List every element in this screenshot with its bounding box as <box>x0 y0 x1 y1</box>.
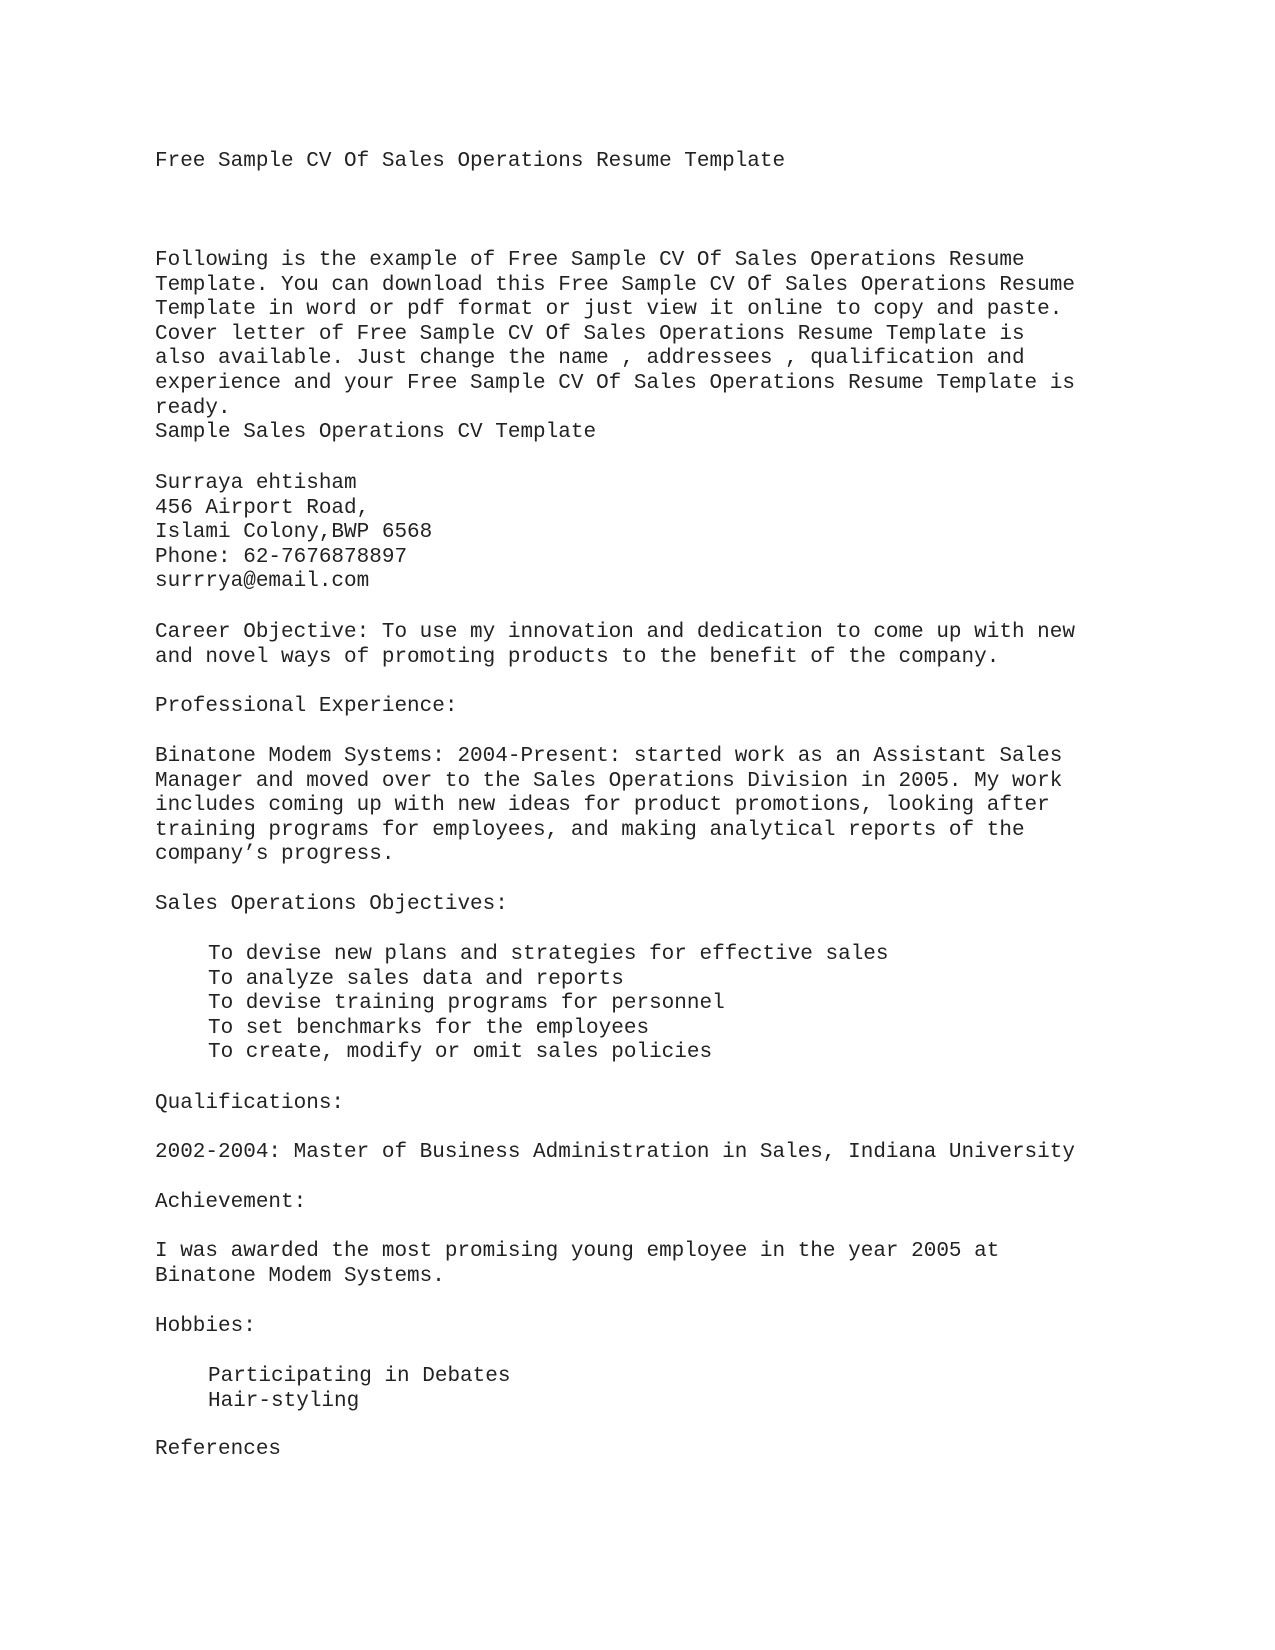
intro-line: experience and your Free Sample CV Of Sales Operations Resume Template is <box>155 371 1075 395</box>
experience-line: training programs for employees, and making analytical reports of the <box>155 818 1025 842</box>
experience-line: Manager and moved over to the Sales Operations Division in 2005. My work <box>155 769 1063 793</box>
intro-line: Template. You can download this Free Sample CV Of Sales Operations Resume <box>155 273 1075 297</box>
objective-item: To devise new plans and strategies for effective sales <box>208 943 889 966</box>
objectives-heading: Sales Operations Objectives: <box>155 893 508 916</box>
career-objective <box>155 621 1075 670</box>
career-objective-line: and novel ways of promoting products to the benefit of the company. <box>155 645 1000 669</box>
intro-paragraph <box>155 249 1075 446</box>
objective-item: To devise training programs for personnel <box>208 992 725 1016</box>
qualification-entry: 2002-2004: Master of Business Administration in Sales, Indiana University <box>155 1141 1075 1164</box>
hobby-item: Hair-styling <box>208 1389 360 1413</box>
intro-line: Cover letter of Free Sample CV Of Sales Operations Resume Template is <box>155 322 1025 346</box>
contact-email: surrrya@email.com <box>155 570 370 594</box>
contact-address-line2: Islami Colony,BWP 6568 <box>155 521 433 545</box>
contact-phone: Phone: 62-7676878897 <box>155 545 408 569</box>
achievement-heading: Achievement: <box>155 1191 307 1214</box>
intro-line: ready. <box>155 396 231 420</box>
hobby-item: Participating in Debates <box>208 1365 511 1388</box>
experience-line: Binatone Modem Systems: 2004-Present: started work as an Assistant Sales <box>155 745 1063 768</box>
intro-line: Following is the example of Free Sample CV Of Sales Operations Resume <box>155 249 1025 272</box>
achievement-paragraph <box>155 1240 999 1289</box>
achievement-line: I was awarded the most promising young employee in the year 2005 at <box>155 1240 1000 1263</box>
objective-item: To analyze sales data and reports <box>208 967 624 991</box>
objectives-list <box>155 943 889 1066</box>
hobbies-list <box>155 1365 510 1414</box>
contact-address-line1: 456 Airport Road, <box>155 496 370 520</box>
contact-block <box>155 472 432 595</box>
intro-line: Template in word or pdf format or just view it online to copy and paste. <box>155 298 1063 322</box>
experience-line: company’s progress. <box>155 843 395 867</box>
document-title: Free Sample CV Of Sales Operations Resume Template <box>155 150 786 173</box>
objective-item: To set benchmarks for the employees <box>208 1016 650 1040</box>
professional-experience-heading: Professional Experience: <box>155 695 458 718</box>
references-heading: References <box>155 1438 282 1461</box>
hobbies-heading: Hobbies: <box>155 1315 256 1338</box>
intro-line: also available. Just change the name , addressees , qualification and <box>155 347 1025 371</box>
contact-name: Surraya ehtisham <box>155 472 357 495</box>
experience-paragraph <box>155 745 1062 868</box>
template-subtitle: Sample Sales Operations CV Template <box>155 421 597 445</box>
career-objective-line: Career Objective: To use my innovation and dedication to come up with new <box>155 621 1075 644</box>
qualifications-heading: Qualifications: <box>155 1092 345 1115</box>
achievement-line: Binatone Modem Systems. <box>155 1264 445 1288</box>
objective-item: To create, modify or omit sales policies <box>208 1041 713 1065</box>
experience-line: includes coming up with new ideas for product promotions, looking after <box>155 794 1050 818</box>
